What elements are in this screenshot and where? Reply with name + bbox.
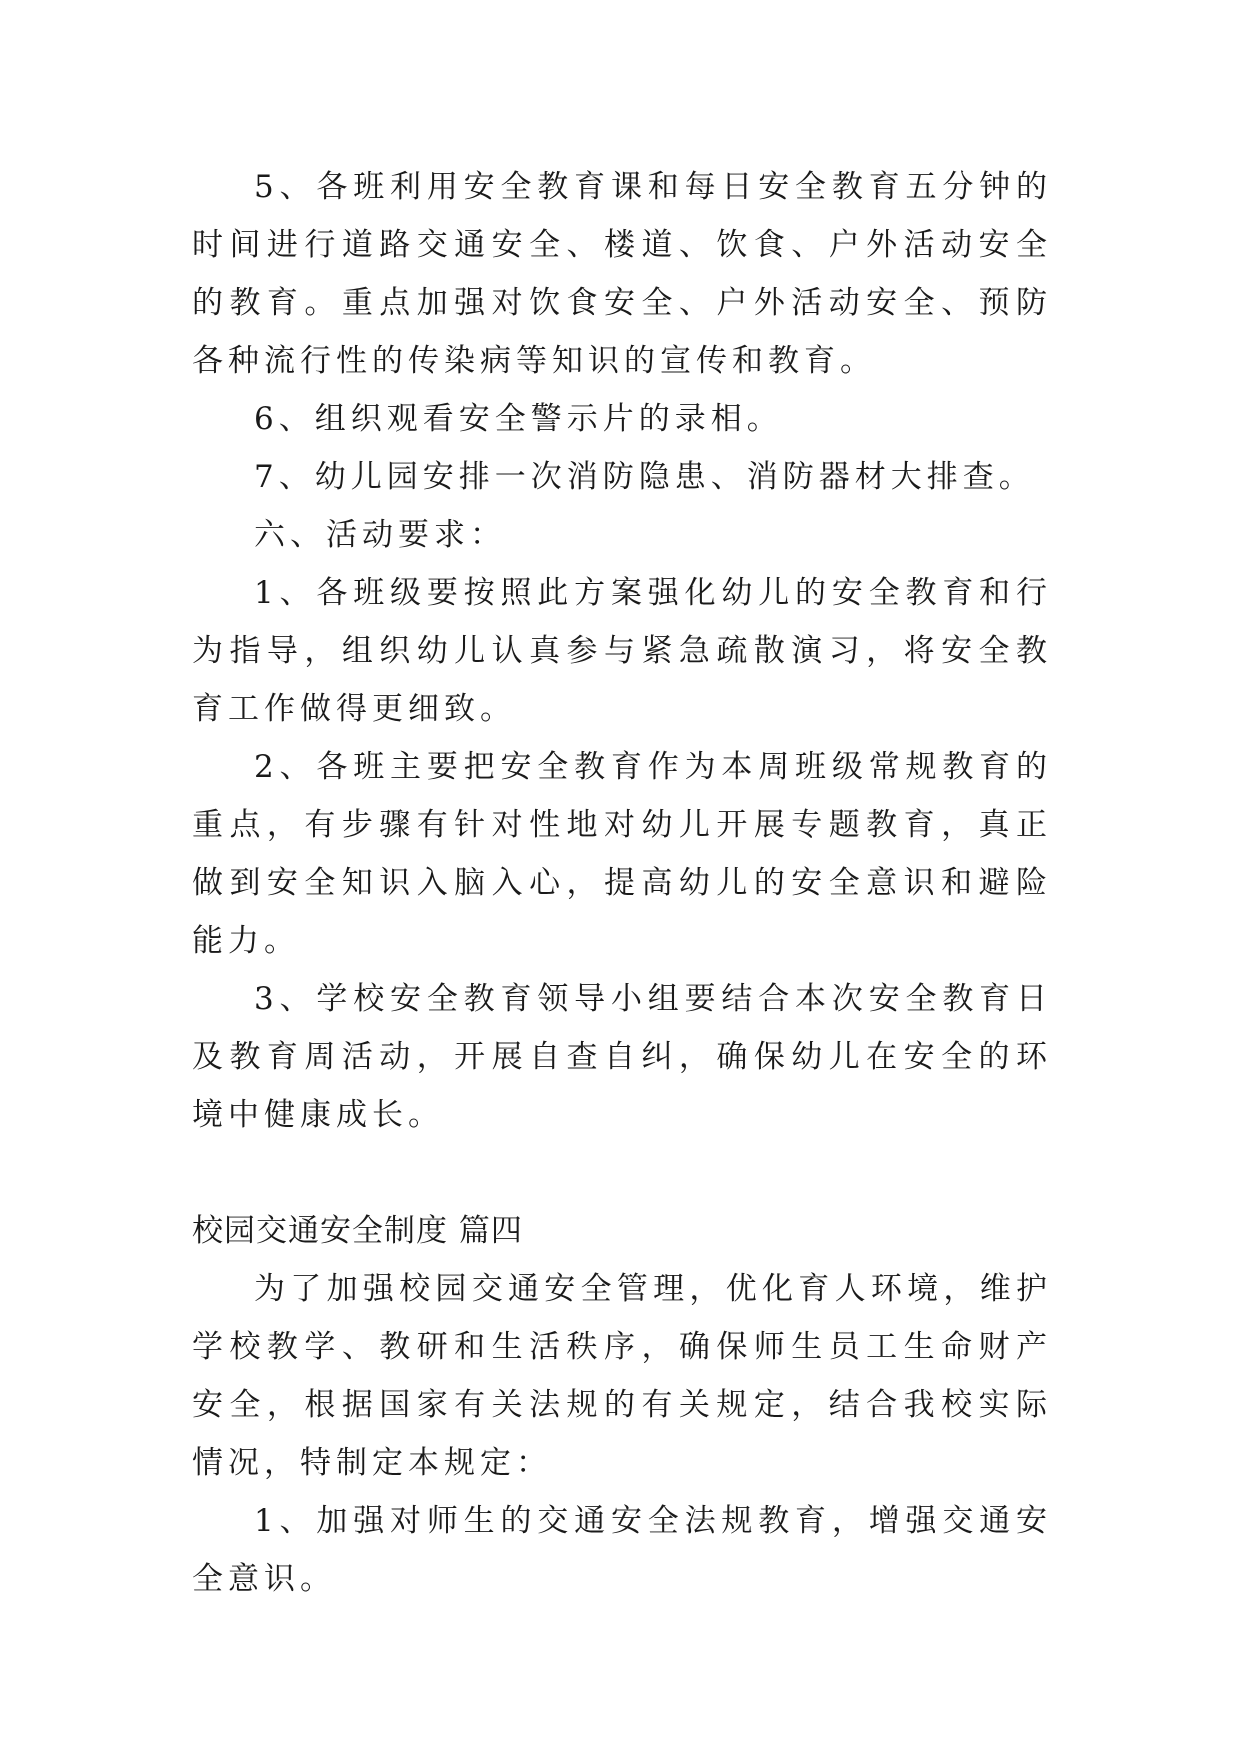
requirement-item-1: 1、各班级要按照此方案强化幼儿的安全教育和行为指导，组织幼儿认真参与紧急疏散演习，将安全教育工作做得更细致。 [192, 575, 1052, 727]
requirement-item-3: 3、学校安全教育领导小组要结合本次安全教育日及教育周活动，开展自查自纠，确保幼儿在安全的环境中健康成长。 [192, 981, 1052, 1133]
document-body [192, 158, 1052, 1608]
intro-paragraph: 为了加强校园交通安全管理，优化育人环境，维护学校教学、教研和生活秩序，确保师生员工生命财产安全，根据国家有关法规的有关规定，结合我校实际情况，特制定本规定： [192, 1271, 1052, 1481]
paragraph-item-6: 6、组织观看安全警示片的录相。 [254, 401, 783, 437]
paragraph-item-5: 5、各班利用安全教育课和每日安全教育五分钟的时间进行道路交通安全、楼道、饮食、户外活动安全的教育。重点加强对饮食安全、户外活动安全、预防各种流行性的传染病等知识的宣传和教育。 [192, 169, 1052, 379]
requirement-item-2: 2、各班主要把安全教育作为本周班级常规教育的重点，有步骤有针对性地对幼儿开展专题教育，真正做到安全知识入脑入心，提高幼儿的安全意识和避险能力。 [192, 749, 1052, 959]
section-title: 校园交通安全制度 篇四 [192, 1213, 523, 1249]
section-heading-activity-requirements: 六、活动要求： [254, 517, 506, 553]
rule-item-1: 1、加强对师生的交通安全法规教育，增强交通安全意识。 [192, 1503, 1052, 1597]
paragraph-item-7: 7、幼儿园安排一次消防隐患、消防器材大排查。 [254, 459, 1035, 495]
